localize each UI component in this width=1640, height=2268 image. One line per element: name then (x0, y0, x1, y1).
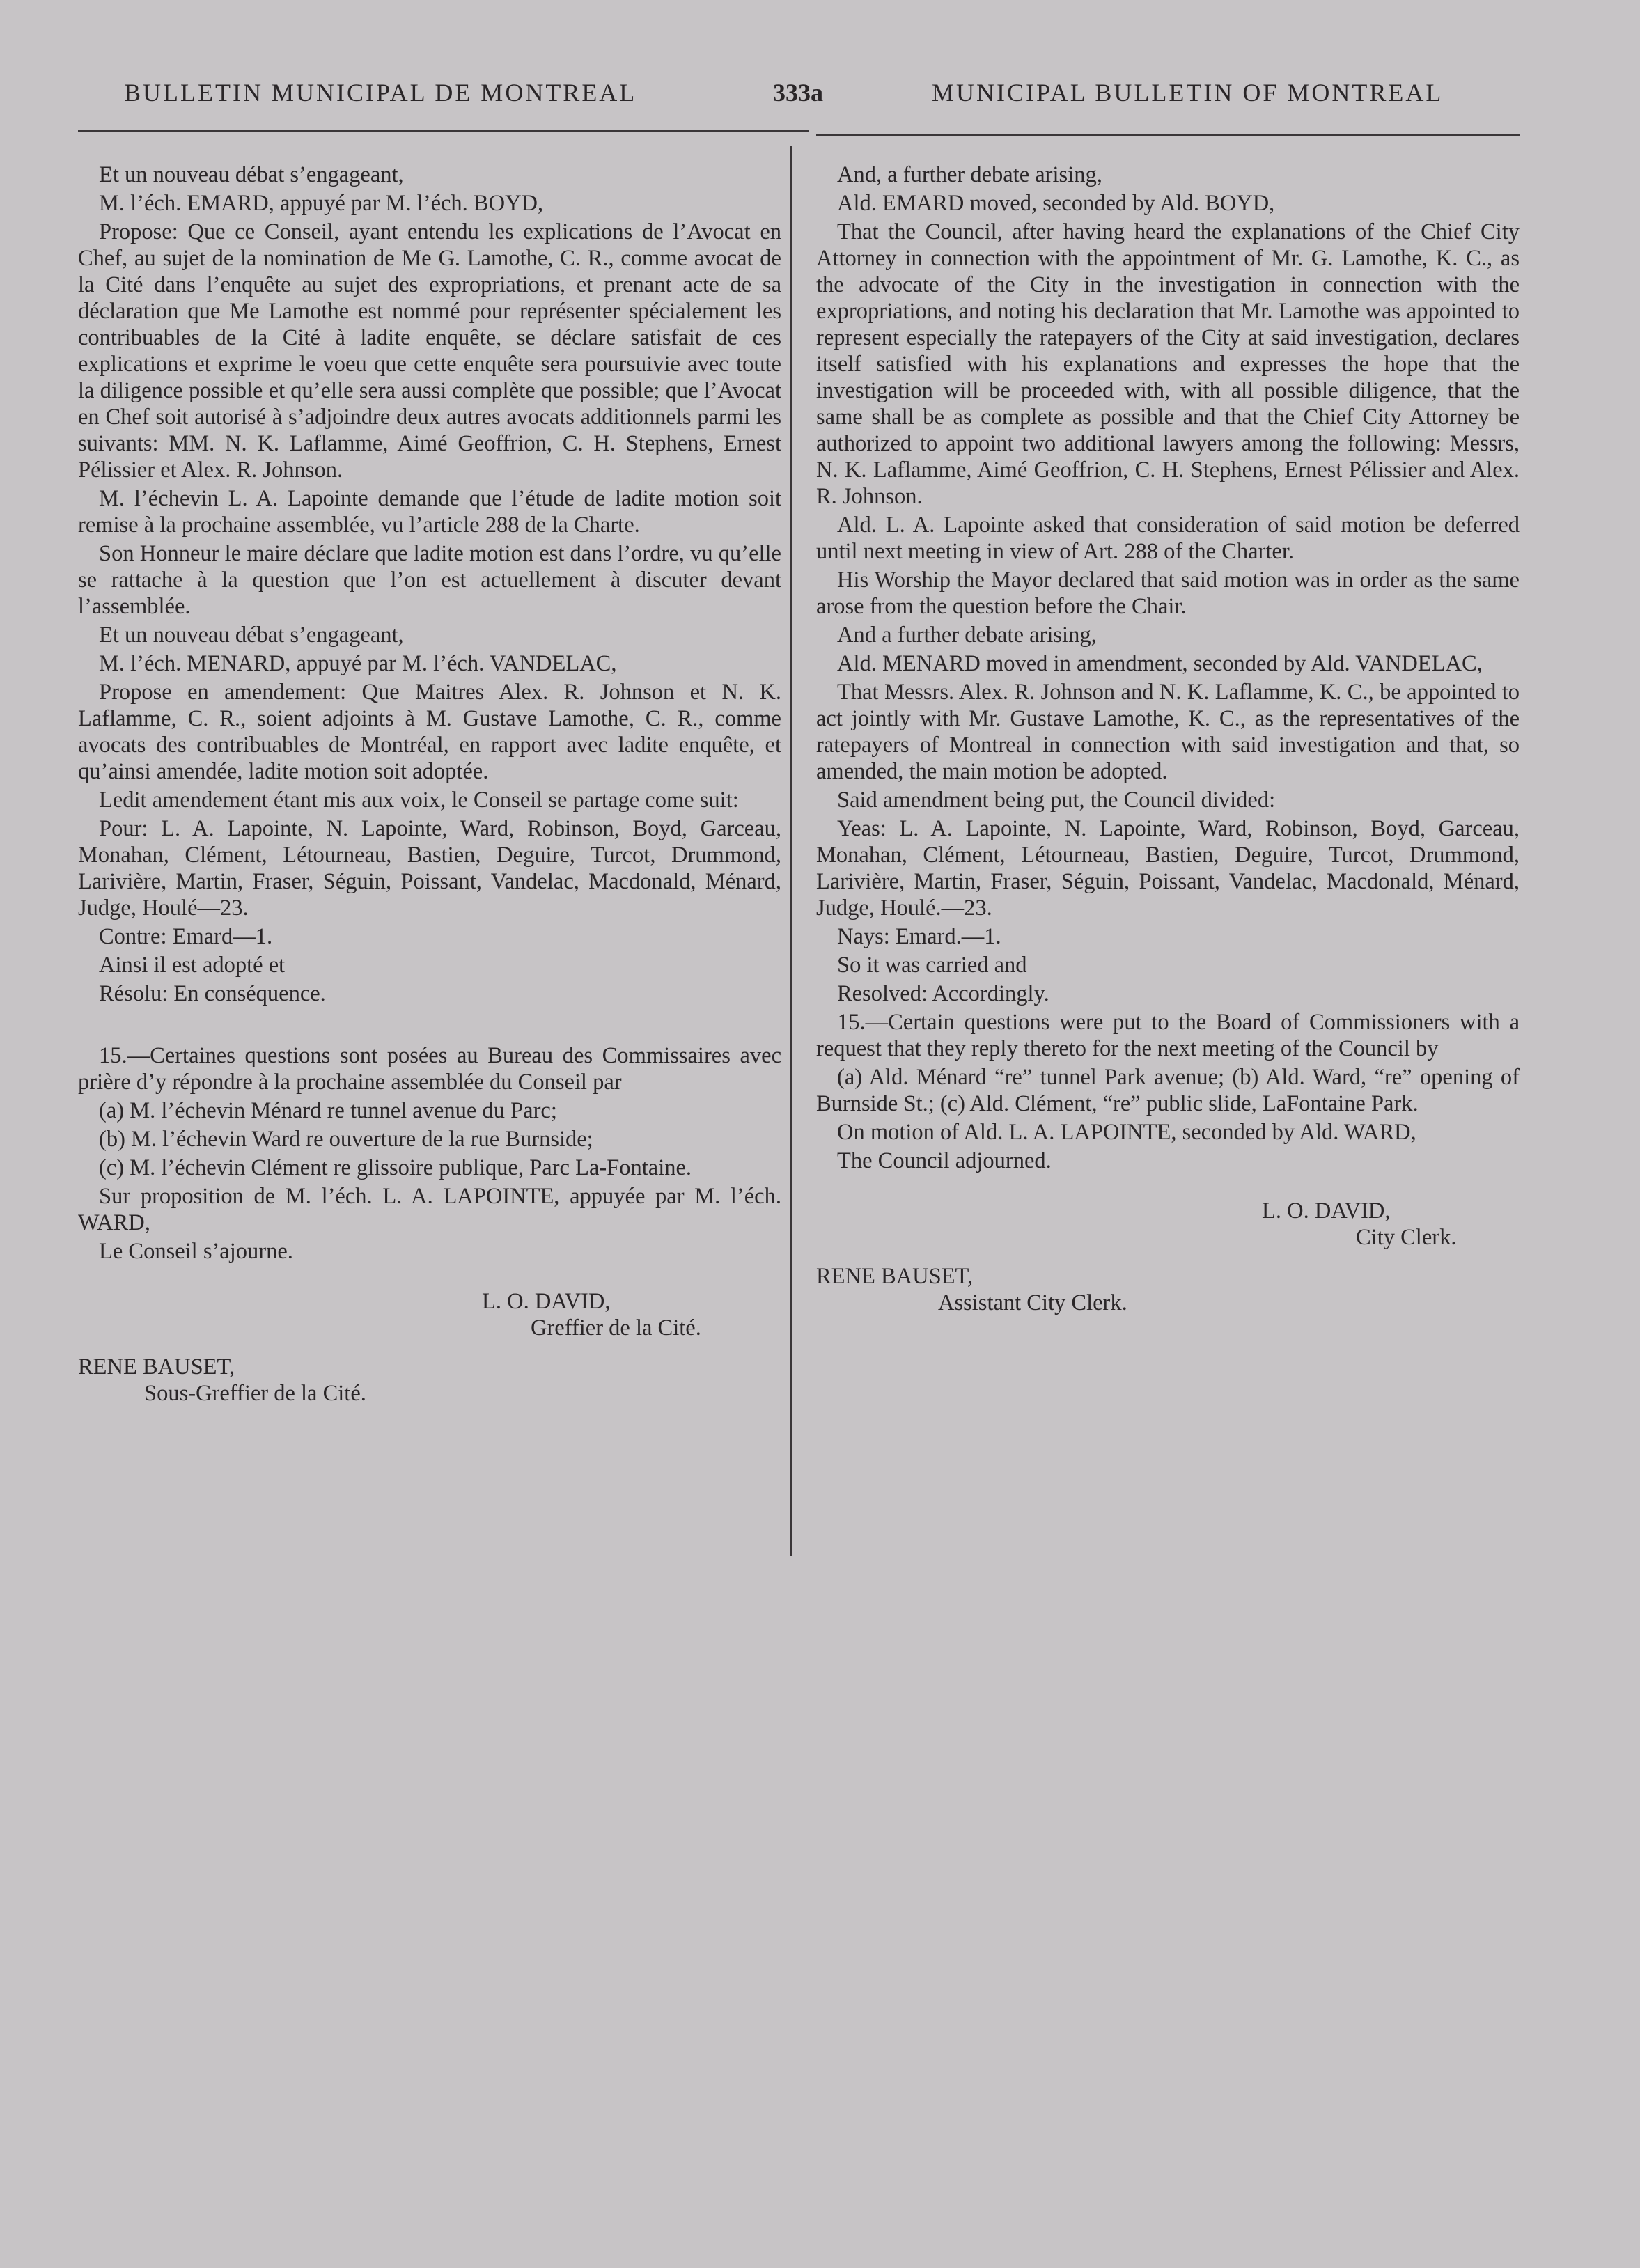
assistant-clerk-title: Sous-Greffier de la Cité. (144, 1381, 366, 1406)
paragraph: M. l’éch. EMARD, appuyé par M. l’éch. BOYD, (99, 191, 544, 216)
adjournment-motion: On motion of Ald. L. A. LAPOINTE, seconded by Ald. WARD, (837, 1120, 1416, 1145)
assistant-clerk-name: RENE BAUSET, (816, 1264, 974, 1289)
paragraph: Ainsi il est adopté et (99, 953, 286, 978)
vote-yeas: Yeas: L. A. Lapointe, N. Lapointe, Ward, Robinson, Boyd, Garceau, Monahan, Clément, Létourneau, Bastien, Deguire, Turcot, Drummond, Larivière, Martin, Fraser, Séguin, Poissant, Vandelac, Macdonald, Ménard, Judge, Houlé.—23. (816, 816, 1520, 921)
header-french-title: BULLETIN MUNICIPAL DE MONTREAL (124, 79, 637, 107)
adjournment: Le Conseil s’ajourne. (99, 1239, 293, 1264)
column-divider (790, 146, 792, 1556)
paragraph: Ald. MENARD moved in amendment, seconded by Ald. VANDELAC, (837, 651, 1483, 676)
header-rule-right (816, 134, 1520, 136)
paragraph: M. l’éch. MENARD, appuyé par M. l’éch. VANDELAC, (99, 651, 617, 676)
paragraph: Said amendment being put, the Council divided: (837, 788, 1276, 813)
english-column (816, 162, 1520, 1316)
vote-nays: Nays: Emard.—1. (837, 924, 1001, 949)
question-item: (c) M. l’échevin Clément re glissoire publique, Parc La-Fontaine. (99, 1155, 692, 1180)
vote-against: Contre: Emard—1. (99, 924, 273, 949)
header-rule-left (78, 130, 809, 132)
section-15-intro: 15.—Certain questions were put to the Board of Commissioners with a request that they reply thereto for the next meeting of the Council by (816, 1010, 1520, 1061)
assistant-clerk-title: Assistant City Clerk. (938, 1290, 1127, 1315)
paragraph: And a further debate arising, (837, 623, 1097, 648)
resolution: Resolved: Accordingly. (837, 981, 1049, 1006)
paragraph: Ald. L. A. Lapointe asked that consideration of said motion be deferred until next meeting in view of Art. 288 of the Charter. (816, 513, 1520, 564)
question-item: (b) M. l’échevin Ward re ouverture de la rue Burnside; (99, 1127, 593, 1152)
paragraph: Et un nouveau débat s’engageant, (99, 162, 404, 187)
paragraph: That Messrs. Alex. R. Johnson and N. K. Laflamme, K. C., be appointed to act jointly with Mr. Gustave Lamothe, K. C., as the representatives of the ratepayers of Montreal in connection with said investigation and that, so amended, the main motion be adopted. (816, 680, 1520, 784)
paragraph: Son Honneur le maire déclare que ladite motion est dans l’ordre, vu qu’elle se rattache à la question que l’on est actuellement à discuter devant l’assemblée. (78, 541, 781, 619)
vote-for: Pour: L. A. Lapointe, N. Lapointe, Ward, Robinson, Boyd, Garceau, Monahan, Clément, Létourneau, Bastien, Deguire, Turcot, Drummond, Larivière, Martin, Fraser, Séguin, Poissant, Vandelac, Macdonald, Ménard, Judge, Houlé—23. (78, 816, 781, 921)
paragraph: Ald. EMARD moved, seconded by Ald. BOYD, (837, 191, 1275, 216)
french-column (78, 162, 781, 1407)
resolution: Résolu: En conséquence. (99, 981, 326, 1006)
paragraph: Propose en amendement: Que Maitres Alex. R. Johnson et N. K. Laflamme, C. R., soient adjoints à M. Gustave Lamothe, C. R., comme avocats des contribuables de Montréal, en rapport avec ladite enquête, et qu’ainsi amendée, ladite motion soit adoptée. (78, 680, 781, 784)
header-english-title: MUNICIPAL BULLETIN OF MONTREAL (932, 79, 1444, 107)
assistant-clerk-name: RENE BAUSET, (78, 1354, 235, 1379)
paragraph: M. l’échevin L. A. Lapointe demande que l’étude de ladite motion soit remise à la prochaine assemblée, vu l’article 288 de la Charte. (78, 486, 781, 538)
page-number: 333a (773, 79, 823, 107)
paragraph: So it was carried and (837, 953, 1027, 978)
question-items: (a) Ald. Ménard “re” tunnel Park avenue; (b) Ald. Ward, “re” opening of Burnside St.; (c) Ald. Clément, “re” public slide, LaFontaine Park. (816, 1065, 1520, 1116)
clerk-name: L. O. DAVID, (482, 1289, 611, 1314)
paragraph: Ledit amendement étant mis aux voix, le Conseil se partage come suit: (99, 788, 739, 813)
adjournment-motion: Sur proposition de M. l’éch. L. A. LAPOINTE, appuyée par M. l’éch. WARD, (78, 1184, 781, 1235)
section-15-intro: 15.—Certaines questions sont posées au Bureau des Commissaires avec prière d’y répondre à la prochaine assemblée du Conseil par (78, 1043, 781, 1095)
adjournment: The Council adjourned. (837, 1148, 1052, 1173)
paragraph: And, a further debate arising, (837, 162, 1102, 187)
paragraph: Propose: Que ce Conseil, ayant entendu les explications de l’Avocat en Chef, au sujet de la nomination de Me G. Lamothe, C. R., comme avocat de la Cité dans l’enquête au sujet des expropriations, et prenant acte de sa déclaration que Me Lamothe est nommé pour représenter spécialement les contribuables de la Cité à ladite enquête, se déclare satisfait de ces explications et exprime le voeu que cette enquête sera poursuivie avec toute la diligence possible et qu’elle sera aussi complète que possible; que l’Avocat en Chef soit autorisé à s’adjoindre deux autres avocats additionnels parmi les suivants: MM. N. K. Laflamme, Aimé Geoffrion, C. H. Stephens, Ernest Pélissier et Alex. R. Johnson. (78, 219, 781, 483)
clerk-title: City Clerk. (1356, 1225, 1457, 1250)
paragraph: His Worship the Mayor declared that said motion was in order as the same arose from the question before the Chair. (816, 568, 1520, 619)
clerk-title: Greffier de la Cité. (531, 1315, 701, 1340)
clerk-name: L. O. DAVID, (1262, 1198, 1391, 1223)
question-item: (a) M. l’échevin Ménard re tunnel avenue du Parc; (99, 1098, 557, 1123)
paragraph: That the Council, after having heard the explanations of the Chief City Attorney in connection with the appointment of Mr. G. Lamothe, K. C., as the advocate of the City in the investigation in connection with the expropriations, and noting his declaration that Mr. Lamothe was appointed to represent especially the ratepayers of the City at said investigation, declares itself satisfied with his explanations and expresses the hope that the investigation will be proceeded with, with all possible diligence, that the same shall be as complete as possible and that the Chief City Attorney be authorized to appoint two additional lawyers among the following: Messrs, N. K. Laflamme, Aimé Geoffrion, C. H. Stephens, Ernest Pélissier and Alex. R. Johnson. (816, 219, 1520, 509)
paragraph: Et un nouveau débat s’engageant, (99, 623, 404, 648)
spacer (78, 1009, 781, 1042)
